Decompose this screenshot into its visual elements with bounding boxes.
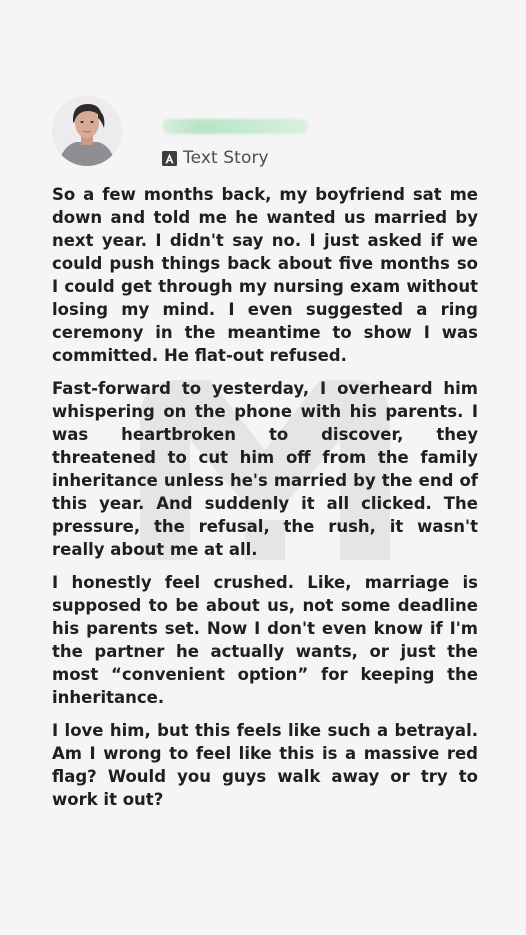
author-name-redacted [162,119,308,134]
story-type-badge [162,148,269,168]
story-paragraph: I honestly feel crushed. Like, marriage is supposed to be about us, not some deadline his parents set. Now I don't even know if I'm the partner he actually wants, or just the most “convenient option” for keeping the inheritance. [52,573,478,707]
story-body [52,183,478,821]
post-header [52,96,482,168]
story-type-label: Text Story [183,148,269,168]
story-paragraph: I love him, but this feels like such a betrayal. Am I wrong to feel like this is a massive red flag? Would you guys walk away or try to work it out? [52,721,478,809]
profile-photo [52,96,122,166]
avatar[interactable] [52,96,122,166]
story-paragraph: Fast-forward to yesterday, I overheard him whispering on the phone with his parents. I was heartbroken to discover, they threatened to cut him off from the family inheritance unless he's married by the end of this year. And suddenly it all clicked. The pressure, the refusal, the rush, it wasn't really about me at all. [52,379,478,559]
letter-a-icon [162,151,177,166]
story-paragraph: So a few months back, my boyfriend sat me down and told me he wanted us married by next year. I didn't say no. I just asked if we could push things back about five months so I could get through my nursing exam without losing my mind. I even suggested a ring ceremony in the meantime to show I was committed. He flat-out refused. [52,185,478,365]
